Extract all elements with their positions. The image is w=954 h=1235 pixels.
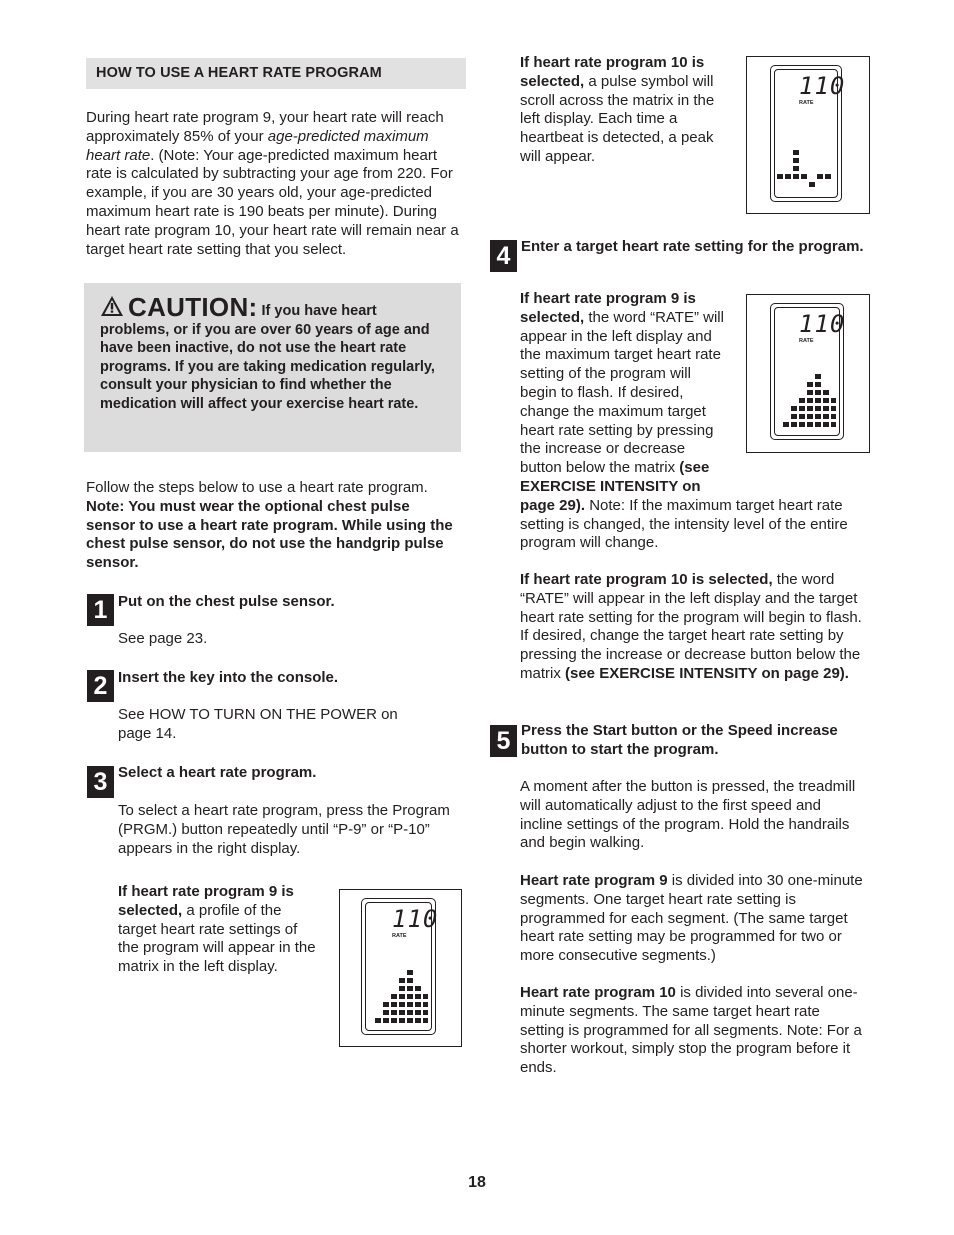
lcd-display	[770, 303, 844, 440]
lcd-label: RATE	[392, 933, 407, 939]
step-3-p10: If heart rate program 10 is selected, a pulse symbol will scroll across the matrix in the left display. Each time a heartbeat is detected, a peak will appear.	[520, 54, 715, 165]
lcd-value: 110	[799, 310, 846, 338]
matrix-profile-step-4	[771, 304, 846, 439]
lcd-value: 110	[799, 72, 846, 100]
caution-text: If you have heart problems, or if you are over 60 years of age and have been inactive, do not use the heart rate programs. If you are taking medication regularly, consult your physician to find whether the medication will affect your exercise heart rate.	[100, 303, 435, 412]
step-1-badge: 1	[87, 594, 114, 626]
follow-note: Note: You must wear the optional chest pulse sensor to use a heart rate program. While using the chest pulse sensor, do not use the handgrip pulse sensor.	[86, 497, 453, 572]
step-4-title: Enter a target heart rate setting for the program.	[521, 238, 864, 255]
step-3-p9: If heart rate program 9 is selected, a profile of the target heart rate settings of the program will appear in the matrix in the left display.	[118, 883, 316, 976]
warning-triangle-icon	[100, 295, 124, 317]
display-figure-program-9	[339, 889, 462, 1047]
lcd-label: RATE	[799, 100, 814, 106]
step-2-title: Insert the key into the console.	[118, 669, 339, 686]
caution-title: CAUTION:	[128, 292, 258, 322]
matrix-profile-9	[362, 899, 435, 1034]
step-5-badge: 5	[490, 725, 517, 757]
follow-paragraph	[86, 479, 461, 573]
step-3-badge: 3	[87, 766, 114, 798]
follow-text: Follow the steps below to use a heart rate program.	[86, 479, 428, 496]
step-3-body: To select a heart rate program, press the Program (PRGM.) button repeatedly until “P-9” or “P-10” appears in the right display.	[118, 802, 450, 857]
display-figure-program-10-pulse	[746, 56, 870, 214]
step-2-body: See HOW TO TURN ON THE POWER on page 14.	[118, 706, 398, 742]
lcd-value: 110	[392, 905, 439, 933]
intro-text-rest: . (Note: Your age-predicted maximum heart rate is calculated by subtracting your age from 220. For example, if you are 30 years old, your age-predicted maximum heart rate is 190 beats per minute). During heart rate program 10, your heart rate will remain near a target heart rate setting that you select.	[86, 146, 459, 258]
section-header	[86, 58, 466, 89]
step-5-body: A moment after the button is pressed, the treadmill will automatically adjust to the first speed and incline settings of the program. Hold the handrails and begin walking.	[520, 778, 856, 852]
display-figure-step-4	[746, 294, 870, 453]
lcd-display	[770, 65, 846, 202]
step-4-badge: 4	[490, 240, 517, 272]
intro-italic: age-predicted maximum heart rate	[86, 127, 429, 164]
step-5-program-10: Heart rate program 10 is divided into several one-minute segments. The same target heart rate setting is programmed for all segments. Note: For a shorter workout, simply stop the program before it ends.	[520, 984, 862, 1077]
intro-text: During heart rate program 9, your heart rate will reach approximately 85% of your	[86, 109, 444, 145]
step-1-title: Put on the chest pulse sensor.	[118, 593, 335, 610]
matrix-pulse	[771, 66, 841, 201]
caution-box	[84, 283, 461, 452]
lcd-label: RATE	[799, 338, 814, 344]
lcd-display	[361, 898, 439, 1035]
section-title: HOW TO USE A HEART RATE PROGRAM	[96, 65, 382, 81]
step-3-title: Select a heart rate program.	[118, 764, 317, 781]
page-number: 18	[468, 1174, 486, 1191]
intro-paragraph	[86, 109, 461, 259]
step-2-badge: 2	[87, 670, 114, 702]
step-4-p10: If heart rate program 10 is selected, the word “RATE” will appear in the left display and the target heart rate setting for the program will begin to flash. If desired, change the target heart rate setting by pressing the increase or decrease button below the matrix (see EXERCISE INTENSITY on page 29).	[520, 571, 862, 682]
step-5-program-9: Heart rate program 9 is divided into 30 one-minute segments. One target heart rate setting is programmed for each segment. (The same target heart rate setting may be programmed for two or more consecutive segments.)	[520, 872, 863, 965]
step-1-body: See page 23.	[118, 630, 208, 647]
step-4-p9: If heart rate program 9 is selected, the word “RATE” will appear in the left display and the maximum target heart rate setting of the program will begin to flash. If desired, change the maximum target heart rate setting by pressing the increase or decrease button below the matrix (see EXERCISE INTENSITY on page 29). Note: If the maximum target heart rate setting is changed, the intensity level of the entire program will change.	[520, 290, 865, 553]
step-5-title: Press the Start button or the Speed increase button to start the program.	[521, 722, 838, 758]
